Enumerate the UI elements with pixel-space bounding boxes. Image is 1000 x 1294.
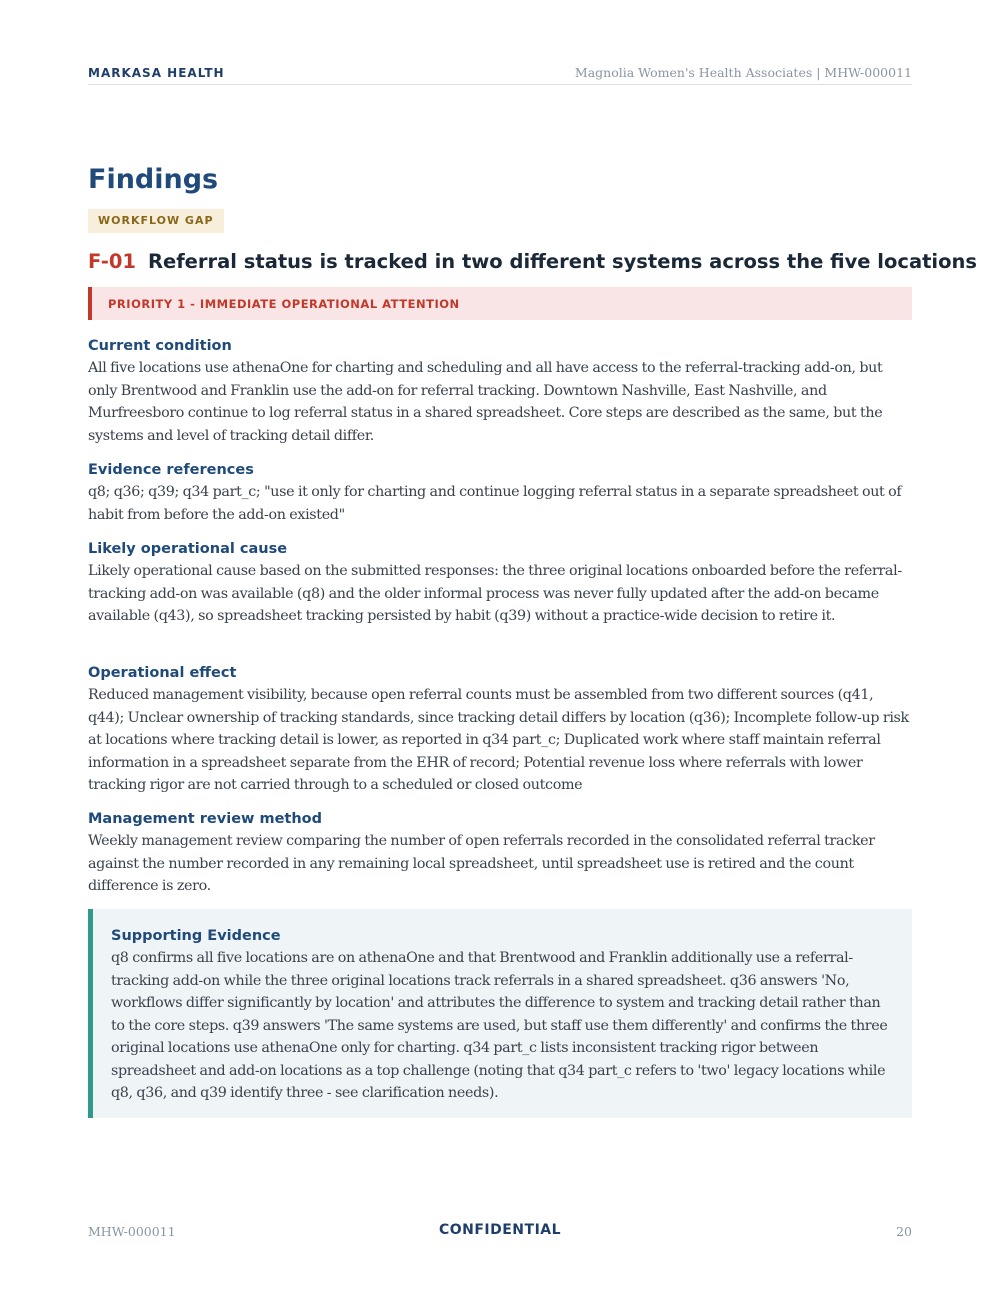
footer-classification: CONFIDENTIAL <box>438 1222 562 1238</box>
category-tag: WORKFLOW GAP <box>88 209 224 233</box>
section-management-review <box>88 810 912 898</box>
section-heading: Operational effect <box>88 665 237 681</box>
supporting-evidence-box <box>88 909 912 1118</box>
page-title: Findings <box>88 164 219 195</box>
brand-name: MARKASA HEALTH <box>88 66 225 80</box>
section-heading: Current condition <box>88 338 232 354</box>
section-heading: Likely operational cause <box>88 541 288 557</box>
section-body: q8; q36; q39; q34 part_c; "use it only for charting and continue logging referral status in a separate spreadsheet out of habit from before the add-on existed" <box>88 484 902 523</box>
priority-banner <box>88 287 912 320</box>
section-heading: Evidence references <box>88 462 254 478</box>
finding-title: Referral status is tracked in two different systems across the five locations <box>147 250 977 273</box>
supporting-evidence-body: q8 confirms all five locations are on athenaOne and that Brentwood and Franklin additionally use a referral-tracking add-on while the three original locations track referrals in a shared spreadsheet. q36 answers 'No, workflows differ significantly by location' and attributes the difference to system and tracking detail rather than to the core steps. q39 answers 'The same systems are used, but staff use them differently' and confirms the three original locations use athenaOne only for charting. q34 part_c lists inconsistent tracking rigor between spreadsheet and add-on locations as a top challenge (noting that q34 part_c refers to 'two' legacy locations while q8, q36, and q39 identify three - see clarification needs). <box>111 950 888 1101</box>
section-body: Weekly management review comparing the number of open referrals recorded in the consolidated referral tracker against the number recorded in any remaining local spreadsheet, until spreadsheet use is retired and the count difference is zero. <box>88 833 875 894</box>
section-evidence-references <box>88 461 912 526</box>
section-body: Likely operational cause based on the submitted responses: the three original locations onboarded before the referral-tracking add-on was available (q8) and the older informal process was never fully updated after the add-on became available (q43), so spreadsheet tracking persisted by habit (q39) without a practice-wide decision to retire it. <box>88 563 902 624</box>
page-header <box>88 64 912 85</box>
section-likely-cause <box>88 540 912 628</box>
section-body: Reduced management visibility, because open referral counts must be assembled from two different sources (q41, q44); Unclear ownership of tracking standards, since tracking detail differs by location (q36); Incomplete follow-up risk at locations where tracking detail is lower, as reported in q34 part_c; Duplicated work where staff maintain referral information in a spreadsheet separate from the EHR of record; Potential revenue loss where referrals with lower tracking rigor are not carried through to a scheduled or closed outcome <box>88 687 909 793</box>
supporting-evidence-heading: Supporting Evidence <box>111 928 281 944</box>
section-heading: Management review method <box>88 811 323 827</box>
page-number: 20 <box>896 1224 912 1239</box>
page-footer <box>88 1222 912 1242</box>
section-body: All five locations use athenaOne for charting and scheduling and all have access to the referral-tracking add-on, but only Brentwood and Franklin use the add-on for referral tracking. Downtown Nashville, East Nashville, and Murfreesboro continue to log referral status in a shared spreadsheet. Core steps are described as the same, but the systems and level of tracking detail differ. <box>88 360 883 444</box>
section-current-condition <box>88 337 912 447</box>
footer-doc-id: MHW-000011 <box>88 1224 176 1239</box>
client-reference: Magnolia Women's Health Associates | MHW-000011 <box>574 65 912 80</box>
priority-label: PRIORITY 1 - IMMEDIATE OPERATIONAL ATTENTION <box>108 297 460 311</box>
section-operational-effect <box>88 664 912 797</box>
finding-id: F-01 <box>88 250 136 273</box>
finding-heading <box>88 250 977 273</box>
